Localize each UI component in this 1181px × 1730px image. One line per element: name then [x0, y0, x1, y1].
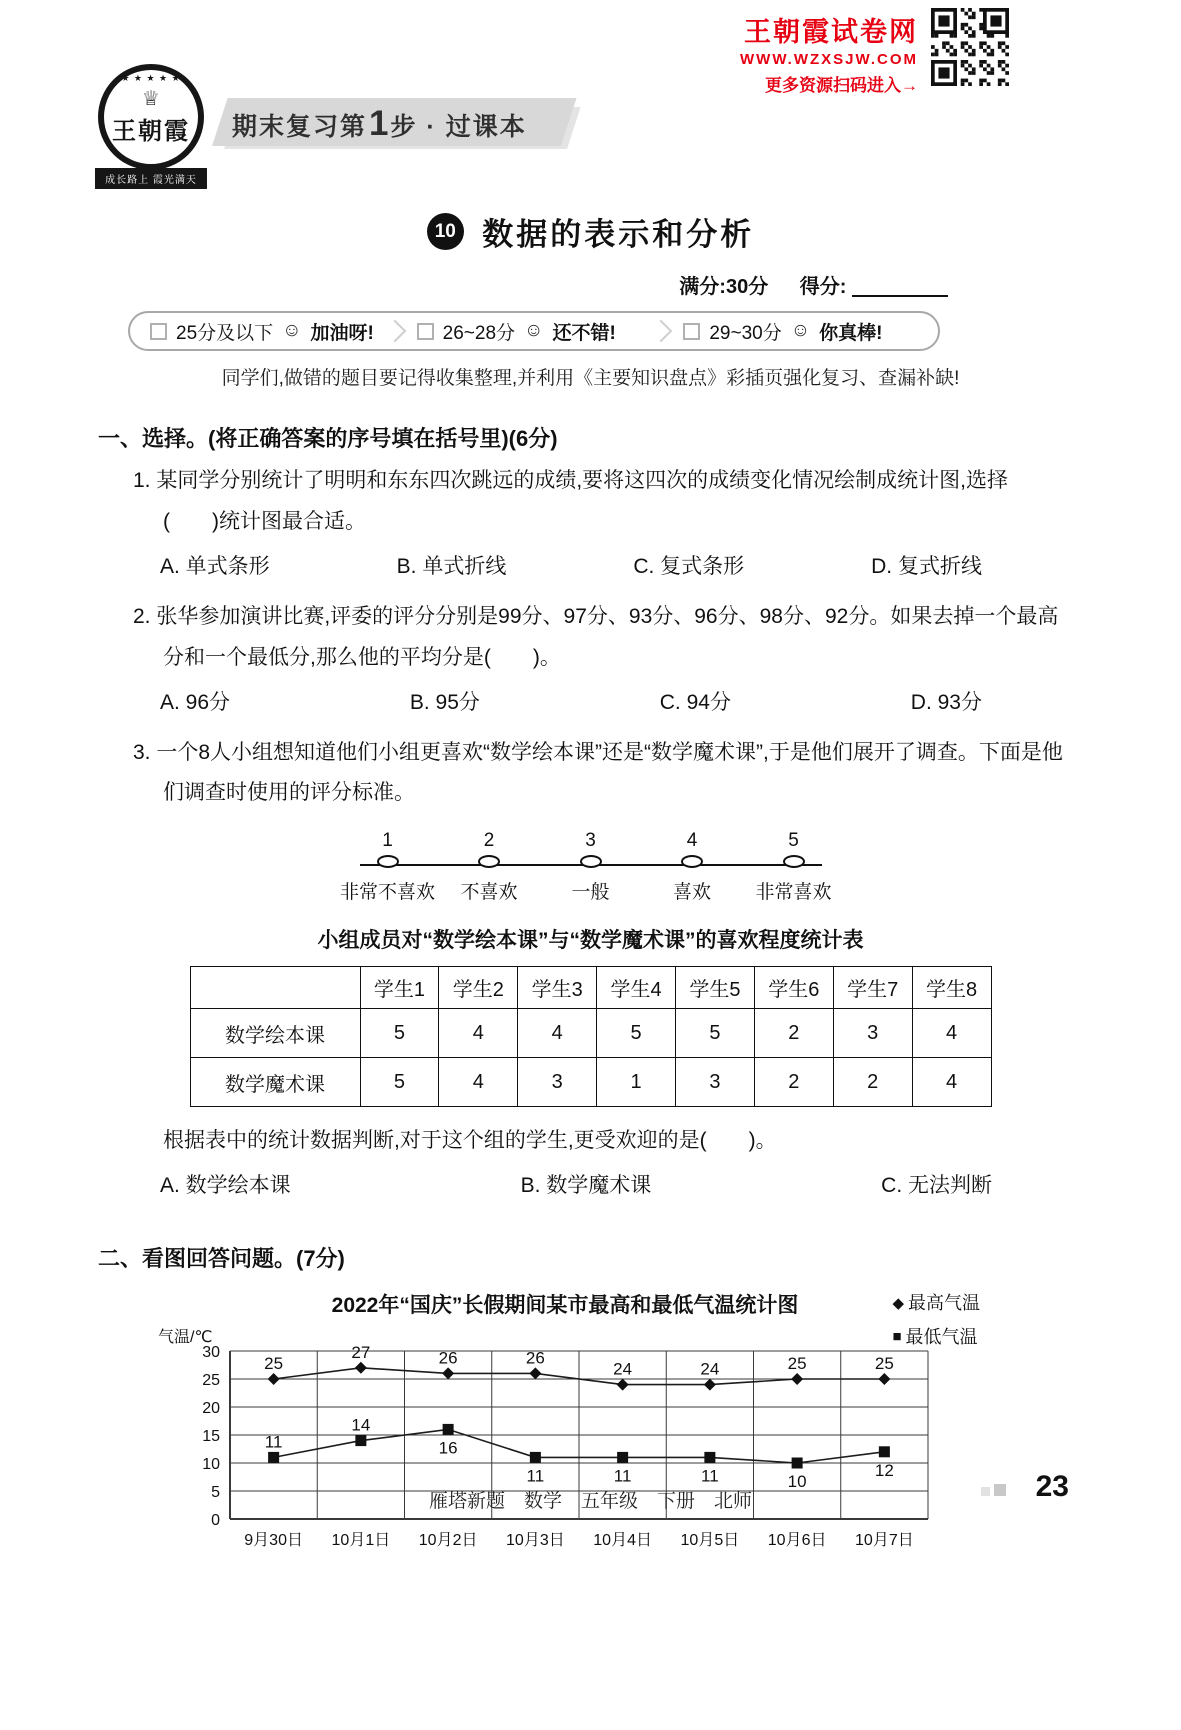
qr-module [953, 53, 957, 57]
table-cell: 4 [439, 1009, 518, 1058]
diamond-marker-icon: ◆ [892, 1295, 904, 1312]
qr-module [998, 82, 1002, 86]
table-cell: 2 [754, 1058, 833, 1107]
qr-module [968, 64, 972, 68]
score-band-bar [128, 311, 940, 351]
scale-circle-icon [783, 855, 805, 868]
qr-module [983, 49, 987, 53]
chart-text: 26 [438, 1348, 458, 1368]
chart-shape [878, 1373, 890, 1385]
chart-text: 24 [613, 1359, 633, 1379]
decor-square [994, 1484, 1006, 1496]
qr-module [942, 41, 946, 45]
q1-options [160, 547, 982, 587]
face-icon: ☺ [524, 320, 544, 341]
scale-number: 4 [686, 830, 698, 852]
qr-module [990, 53, 994, 57]
scale-circle-icon [580, 855, 602, 868]
qr-module [979, 79, 983, 83]
option-b: B. 数学魔术课 [520, 1174, 652, 1198]
option-c: C. 无法判断 [881, 1174, 992, 1198]
table-cell: 2 [833, 1058, 912, 1107]
qr-module [931, 34, 935, 38]
logo-ribbon: 成长路上 霞光满天 [95, 168, 207, 189]
table-cell: 4 [439, 1058, 518, 1107]
chart-shape [617, 1379, 629, 1391]
qr-module [979, 8, 983, 12]
chart-text: 12 [874, 1461, 894, 1481]
qr-module [972, 15, 976, 19]
chart-shape [617, 1452, 628, 1463]
qr-module [983, 60, 987, 64]
qr-module [972, 67, 976, 71]
qr-module [1002, 41, 1006, 45]
qr-module [1005, 34, 1009, 38]
qr-module [972, 12, 976, 16]
qr-module [961, 45, 965, 49]
qr-module [964, 67, 968, 71]
crown-icon: ♕ [142, 87, 160, 110]
qr-module [972, 49, 976, 53]
page-number-decor [981, 1484, 1006, 1496]
scale-point [755, 830, 832, 904]
section2-heading: 二、看图回答问题。(7分) [98, 1246, 345, 1272]
chart-shape [355, 1435, 366, 1446]
legend-item-low [892, 1321, 980, 1354]
chart-text: 15 [202, 1428, 220, 1446]
scale-label: 一般 [571, 882, 610, 904]
chart-text: 26 [525, 1348, 545, 1368]
qr-module [964, 23, 968, 27]
qr-module [953, 34, 957, 38]
chart-text: 10月3日 [506, 1532, 565, 1550]
chart-shape [529, 1368, 541, 1380]
chart-shape [704, 1379, 716, 1391]
table-cell: 3 [518, 1058, 597, 1107]
qr-module [1005, 64, 1009, 68]
chart-shape [792, 1458, 803, 1469]
table-cell: 5 [360, 1009, 439, 1058]
table-cell: 3 [833, 1009, 912, 1058]
scale-number: 5 [788, 830, 799, 852]
qr-module [931, 53, 935, 57]
chart-text: 10月6日 [767, 1532, 827, 1550]
page-header [0, 0, 1181, 205]
banner-text [212, 98, 561, 150]
qr-module [979, 23, 983, 27]
qr-module [961, 79, 965, 83]
qr-module [961, 23, 965, 27]
chart-text: 10月4日 [593, 1532, 652, 1550]
qr-module [979, 64, 983, 68]
score-comment: 还不错! [552, 322, 616, 344]
option-d: D. 93分 [910, 690, 982, 714]
table-col-header: 学生2 [439, 967, 518, 1009]
qr-module [987, 64, 991, 68]
table-col-header: 学生3 [518, 967, 597, 1009]
chart-text: 24 [700, 1359, 720, 1379]
chart-shape [355, 1362, 367, 1374]
qr-module [961, 41, 965, 45]
table-header-row [190, 967, 991, 1009]
chart-text: 11 [526, 1466, 545, 1486]
option-a: A. 数学绘本课 [160, 1174, 291, 1198]
qr-module [968, 8, 972, 12]
option-a: A. 单式条形 [160, 554, 270, 578]
qr-module [935, 34, 939, 38]
qr-module [987, 53, 991, 57]
chart-shape [530, 1452, 541, 1463]
question-3: 3. 一个8人小组想知道他们小组更喜欢“数学绘本课”还是“数学魔术课”,于是他们展开了调查。下面是他们调查时使用的评分标准。 [133, 740, 1063, 805]
qr-module [990, 67, 994, 71]
site-url: WWW.WZXSJW.COM [740, 51, 918, 68]
scale-point [673, 830, 712, 904]
qr-module [990, 15, 1001, 26]
scale-points [340, 830, 832, 904]
score-checkbox[interactable] [150, 323, 167, 340]
qr-module [1002, 79, 1006, 83]
qr-module [968, 71, 972, 75]
score-comment: 加油呀! [310, 322, 374, 344]
chart-text: 11 [701, 1466, 719, 1486]
face-icon: ☺ [282, 320, 302, 341]
chart-text: 25 [874, 1354, 894, 1374]
logo-title: 王朝霞 [112, 117, 190, 145]
qr-hint: 更多资源扫码进入→ [765, 76, 918, 95]
score-comment: 你真棒! [819, 322, 883, 344]
table-cell: 5 [676, 1009, 755, 1058]
qr-module [990, 34, 994, 38]
qr-module [979, 41, 983, 45]
chart-text: 10月2日 [418, 1532, 478, 1550]
chart-text: 10月1日 [331, 1532, 391, 1550]
chart-legend [892, 1287, 980, 1354]
table-col-header: 学生7 [833, 967, 912, 1009]
chart-text: 10月5日 [680, 1532, 740, 1550]
chart-text: 14 [351, 1415, 371, 1435]
qr-module [987, 34, 991, 38]
chart-text: 11 [264, 1432, 283, 1452]
qr-module [950, 45, 954, 49]
qr-module [1005, 53, 1009, 57]
qr-module [938, 67, 949, 78]
qr-module [1005, 45, 1009, 49]
table-row-header: 数学绘本课 [190, 1009, 360, 1058]
qr-module [968, 27, 972, 31]
notice-text: 同学们,做错的题目要记得收集整理,并利用《主要知识盘点》彩插页强化复习、查漏补缺! [221, 368, 960, 389]
square-marker-icon: ■ [892, 1328, 902, 1346]
chart-text: 9月30日 [244, 1532, 303, 1550]
qr-module [968, 34, 972, 38]
option-c: C. 复式条形 [633, 554, 745, 578]
qr-module [950, 34, 954, 38]
qr-module [972, 71, 976, 75]
option-c: C. 94分 [659, 690, 731, 714]
qr-module [987, 71, 991, 75]
survey-table [190, 966, 992, 1107]
qr-module [961, 27, 965, 31]
qr-module [935, 53, 939, 57]
chart-text: 16 [438, 1438, 458, 1458]
option-b: B. 单式折线 [396, 554, 507, 578]
qr-module [1002, 67, 1006, 71]
qr-module [979, 60, 983, 64]
chart-shape [879, 1447, 890, 1458]
score-band-mid [417, 318, 652, 345]
chart-text: 10 [202, 1456, 220, 1474]
qr-module [998, 41, 1002, 45]
score-label: 得分: [799, 276, 847, 298]
qr-module [968, 53, 972, 57]
legend-item-high [892, 1287, 980, 1320]
qr-module [983, 41, 987, 45]
chart-text: 20 [202, 1400, 220, 1418]
chart-shape [442, 1368, 454, 1380]
table-col-header: 学生1 [360, 967, 439, 1009]
score-range: 29~30分 [709, 322, 782, 344]
score-band-high [683, 318, 918, 345]
chart-text: 5 [211, 1484, 220, 1502]
qr-module [1002, 60, 1006, 64]
page-title: 数据的表示和分析 [482, 217, 755, 252]
scale-number: 2 [483, 830, 495, 852]
qr-module [968, 82, 972, 86]
qr-module [983, 79, 987, 83]
score-line [118, 270, 948, 299]
qr-module [990, 49, 994, 53]
rating-scale [340, 830, 832, 904]
table-cell: 4 [912, 1058, 991, 1107]
wangzhaoxia-logo [88, 64, 214, 189]
chart-text: 10 [787, 1472, 807, 1492]
review-banner [212, 98, 561, 146]
qr-code [931, 8, 1009, 86]
score-blank [852, 277, 948, 297]
qr-module [998, 79, 1002, 83]
lesson-title-row [118, 209, 1063, 254]
question-2: 2. 张华参加演讲比赛,评委的评分分别是99分、97分、93分、96分、98分、92分。如果去掉一个最高分和一个最低分,那么他的平均分是( )。 [133, 604, 1059, 669]
table-row-header: 数学魔术课 [190, 1058, 360, 1107]
banner-prefix: 期末复习第 [232, 113, 368, 141]
chart-shape [791, 1373, 803, 1385]
table-col-header: 学生4 [597, 967, 676, 1009]
table-col-header: 学生5 [676, 967, 755, 1009]
qr-module [946, 49, 950, 53]
table-cell: 1 [597, 1058, 676, 1107]
qr-module [968, 45, 972, 49]
qr-module [1005, 82, 1009, 86]
chart-text: 10月7日 [855, 1532, 914, 1550]
qr-module [998, 45, 1002, 49]
qr-module [964, 49, 968, 53]
score-range: 26~28分 [442, 322, 516, 344]
band-separator-icon [383, 320, 406, 343]
option-a: A. 96分 [160, 690, 231, 714]
table-corner-cell [190, 967, 360, 1009]
qr-module [1005, 71, 1009, 75]
table-col-header: 学生8 [912, 967, 991, 1009]
section1-heading: 一、选择。(将正确答案的序号填在括号里)(6分) [98, 426, 558, 451]
chart-text: 25 [264, 1354, 284, 1374]
chart-title: 2022年“国庆”长假期间某市最高和最低气温统计图 [331, 1294, 799, 1318]
question-1: 1. 某同学分别统计了明明和东东四次跳远的成绩,要将这四次的成绩变化情况绘制成统计图,选择( )统计图最合适。 [133, 469, 1009, 533]
chart-shape [704, 1452, 715, 1463]
chart-shape [443, 1424, 454, 1435]
q3-followup: 根据表中的统计数据判断,对于这个组的学生,更受欢迎的是( )。 [163, 1129, 777, 1153]
logo-stars-icon: ★ ★ ★ ★ ★ [121, 73, 181, 83]
qr-module [1002, 49, 1006, 53]
qr-module [964, 12, 968, 16]
chart-text: 27 [351, 1343, 371, 1363]
band-separator-icon [650, 320, 673, 343]
qr-module [998, 60, 1002, 64]
qr-module [950, 53, 954, 57]
scale-label: 不喜欢 [460, 882, 518, 904]
scale-label: 喜欢 [673, 882, 712, 904]
qr-module [987, 45, 991, 49]
qr-module [946, 41, 950, 45]
scale-point [571, 830, 610, 904]
qr-module [961, 60, 965, 64]
worksheet-page [0, 209, 1181, 1565]
qr-module [961, 82, 965, 86]
table-cell: 3 [676, 1058, 755, 1107]
scale-circle-icon [377, 855, 399, 868]
qr-module [931, 45, 935, 49]
chart-text: 25 [202, 1372, 220, 1390]
table-col-header: 学生6 [754, 967, 833, 1009]
decor-square [981, 1487, 990, 1496]
qr-module [968, 15, 972, 19]
qr-module [990, 71, 994, 75]
site-brand [740, 10, 918, 96]
table-cell: 4 [518, 1009, 597, 1058]
table-cell: 2 [754, 1009, 833, 1058]
legend-label: 最低气温 [905, 1326, 978, 1347]
q2-options [160, 683, 982, 723]
scale-number: 3 [585, 830, 596, 852]
table-cell: 5 [597, 1009, 676, 1058]
qr-module [964, 41, 968, 45]
option-d: D. 复式折线 [871, 554, 982, 578]
score-checkbox[interactable] [683, 323, 700, 340]
qr-module [987, 82, 991, 86]
site-name: 王朝霞试卷网 [744, 17, 918, 47]
qr-module [961, 64, 965, 68]
logo-circle [98, 64, 204, 170]
scale-circle-icon [478, 855, 500, 868]
temperature-chart [150, 1325, 940, 1565]
qr-module [953, 49, 957, 53]
scale-point [340, 830, 436, 904]
footer-text: 雁塔新题 数学 五年级 下册 北师 [428, 1491, 752, 1512]
scale-point [460, 830, 518, 904]
qr-module [998, 64, 1002, 68]
qr-module [942, 45, 946, 49]
chart-shape [268, 1452, 279, 1463]
qr-module [964, 30, 968, 34]
chart-text: 11 [613, 1466, 632, 1486]
page-number: 23 [1035, 1470, 1069, 1503]
chart-text: 0 [211, 1512, 220, 1530]
scale-label: 非常喜欢 [755, 882, 832, 904]
face-icon: ☺ [790, 320, 811, 341]
full-score-label: 满分:30分 [679, 276, 769, 298]
score-checkbox[interactable] [417, 323, 434, 340]
chart-text: 25 [787, 1354, 807, 1374]
banner-suffix: 步 · 过课本 [390, 113, 527, 141]
scale-number: 1 [382, 830, 393, 852]
table-cell: 5 [360, 1058, 439, 1107]
banner-step-number: 1 [369, 104, 389, 143]
chart-text: 30 [202, 1344, 220, 1362]
scale-circle-icon [681, 855, 703, 868]
survey-table-title: 小组成员对“数学绘本课”与“数学魔术课”的喜欢程度统计表 [317, 929, 864, 953]
legend-label: 最高气温 [908, 1293, 980, 1314]
qr-module [972, 53, 976, 57]
qr-module [972, 34, 976, 38]
option-b: B. 95分 [409, 690, 480, 714]
table-row [190, 1058, 991, 1107]
score-band-low [150, 318, 385, 345]
chart-shape [268, 1373, 280, 1385]
temperature-chart-block [150, 1289, 980, 1565]
qr-module [961, 8, 965, 12]
table-row [190, 1009, 991, 1058]
qr-module [964, 60, 968, 64]
qr-module [935, 49, 939, 53]
qr-module [983, 67, 987, 71]
scale-label: 非常不喜欢 [340, 882, 436, 904]
lesson-number-badge: 10 [427, 213, 464, 250]
q3-options [160, 1166, 992, 1206]
score-range: 25分及以下 [176, 322, 274, 344]
qr-module [938, 15, 949, 26]
chart-text: 气温/℃ [158, 1329, 213, 1347]
qr-module [979, 82, 983, 86]
qr-module [979, 27, 983, 31]
qr-module [979, 45, 983, 49]
qr-module [972, 30, 976, 34]
qr-module [964, 79, 968, 83]
table-cell: 4 [912, 1009, 991, 1058]
